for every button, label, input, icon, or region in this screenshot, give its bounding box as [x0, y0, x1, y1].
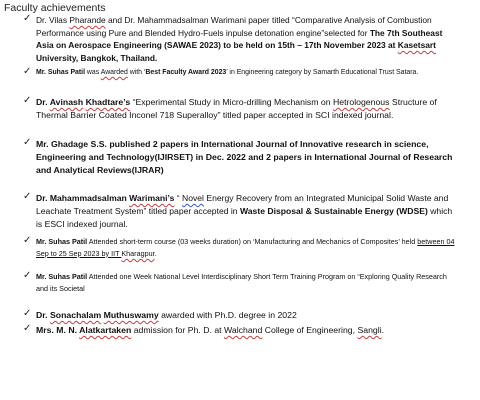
list-item	[23, 323, 460, 337]
item-text: Dr. Sonachalam Muthuswamy awarded with Ph.D. degree in 2022	[36, 310, 297, 320]
item-text: Dr. Vilas Pharande and Dr. Mahammadsalman Warimani paper titled “Comparative Analysis of Combustion Performance using Pure and Blended Hydro-Fuels inpulse detonation engine”selected for The 7th Southeast Asia on Aerospace Engineering (SAWAE 2023) to be held on 15th – 17th November 2023 at Kasetsart University, Bangkok, Thailand.	[36, 15, 443, 63]
list-item	[23, 95, 460, 122]
item-text: Mrs. M. N. Alatkartaken admission for Ph. D. at Walchand College of Engineering, Sangli.	[36, 325, 385, 335]
list-item	[23, 66, 460, 78]
checkmark-icon: ✓	[23, 66, 32, 77]
list-item	[23, 137, 460, 178]
checkmark-icon: ✓	[23, 323, 32, 334]
checkmark-icon: ✓	[23, 95, 32, 106]
item-text: Mr. Ghadage S.S. published 2 papers in International Journal of Innovative research in science, Engineering and Technology(IJIRSET) in Dec. 2022 and 2 papers in International Journal of Research and Analytical Reviews(IJRAR)	[36, 139, 453, 176]
item-text: Mr. Suhas Patil was Awarded with ‘Best Faculty Award 2023’ in Engineering category by Samarth Educational Trust Satara.	[36, 69, 419, 76]
list-item	[23, 191, 460, 232]
checkmark-icon: ✓	[23, 235, 32, 246]
list-item	[23, 13, 460, 64]
item-text: Dr. Avinash Khadtare’s “Experimental Study in Micro-drilling Mechanism on Hetrologenous Structure of Thermal Barrier Coated Inconel 718 Superalloy” titled paper accepted in SCI indexed journal.	[36, 97, 437, 121]
checkmark-icon: ✓	[23, 308, 32, 319]
list-item	[23, 235, 460, 260]
item-text: Mr. Suhas Patil Attended short-term course (03 weeks duration) on ‘Manufacturing and Mechanics of Composites’ held between 04 Sep to 25 Sep 2023 by IIT Kharagpur.	[36, 237, 455, 258]
list-item	[23, 270, 460, 295]
section-heading: Faculty achievements	[4, 2, 106, 14]
checkmark-icon: ✓	[23, 13, 32, 24]
list-item	[23, 308, 460, 322]
checkmark-icon: ✓	[23, 137, 32, 148]
checkmark-icon: ✓	[23, 270, 32, 281]
checkmark-icon: ✓	[23, 191, 32, 202]
item-text: Mr. Suhas Patil Attended one Week National Level Interdisciplinary Short Term Training Program on “Exploring Quality Research and its Societal	[36, 272, 447, 293]
item-text: Dr. Mahammadsalman Warimani’s “ Novel Energy Recovery from an Integrated Municipal Solid Waste and Leachate Treatment System” titled paper accepted in Waste Disposal & Sustainable Energy (WDSE) which is ESCI indexed journal.	[36, 193, 453, 230]
